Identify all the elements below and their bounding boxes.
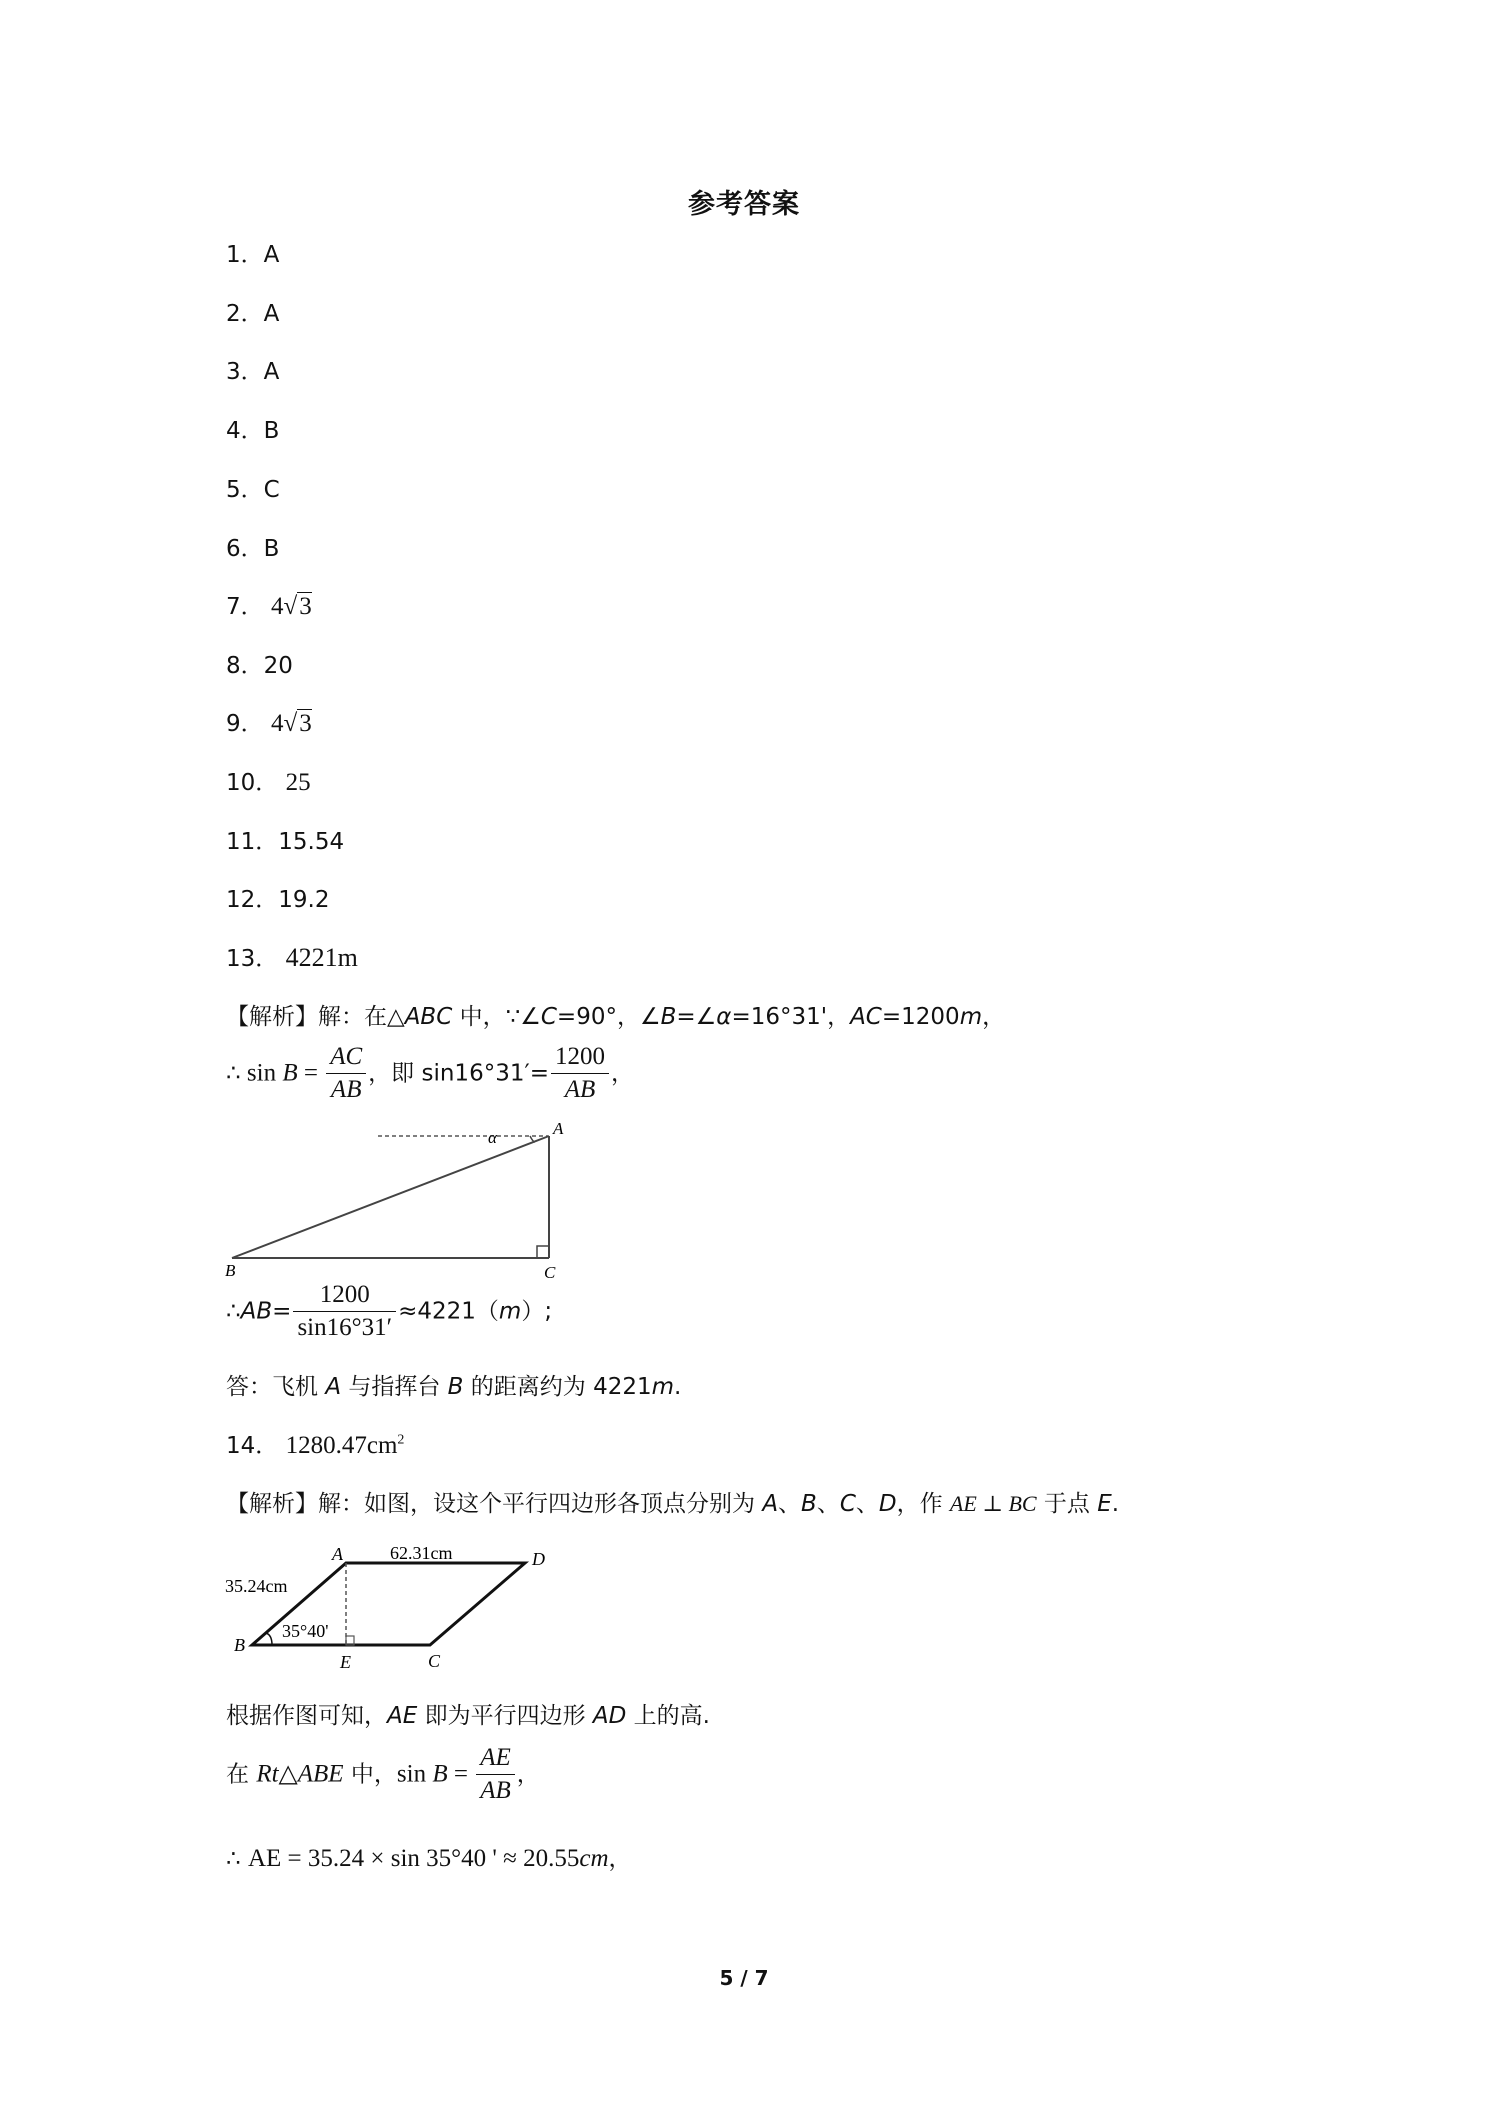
q13-conclusion: 答：飞机 A 与指挥台 B 的距离约为 4221m. bbox=[226, 1374, 682, 1400]
label-d: D bbox=[532, 1549, 545, 1569]
answer-7: 7． 4√3 bbox=[226, 593, 312, 620]
label-alpha: α bbox=[488, 1128, 497, 1147]
label-c: C bbox=[428, 1651, 441, 1670]
answer-2: 2．A bbox=[226, 301, 280, 327]
angle-b-arc bbox=[266, 1633, 272, 1645]
label-ab-length: 35.24cm bbox=[225, 1576, 288, 1596]
segment-ab bbox=[232, 1136, 549, 1258]
label-ad-length: 62.31cm bbox=[390, 1545, 453, 1563]
q14-analysis-line4: ∴ AE = 35.24 × sin 35°40 ' ≈ 20.55cm， bbox=[226, 1845, 632, 1872]
answer-9: 9． 4√3 bbox=[226, 710, 312, 737]
page-number: 5 / 7 bbox=[719, 1966, 769, 1990]
answer-3: 3．A bbox=[226, 359, 280, 385]
answer-13: 13． 4221m bbox=[226, 943, 358, 972]
answer-10: 10． 25 bbox=[226, 769, 311, 796]
answer-5: 5．C bbox=[226, 477, 280, 503]
q14-analysis-line1: 【解析】解：如图，设这个平行四边形各顶点分别为 A、B、C、D，作 AE ⊥ BC 于点 E. bbox=[226, 1491, 1120, 1517]
label-b: B bbox=[234, 1635, 245, 1655]
label-angle-b: 35°40' bbox=[282, 1621, 329, 1641]
triangle-figure bbox=[220, 1118, 580, 1278]
label-a: A bbox=[553, 1119, 564, 1138]
answer-6: 6．B bbox=[226, 536, 280, 562]
answer-12: 12．19.2 bbox=[226, 887, 330, 913]
q13-analysis-line1: 【解析】解：在△ABC 中，∵∠C=90°，∠B=∠α=16°31'，AC=1200m， bbox=[226, 1004, 1006, 1030]
q13-analysis-line3: ∴AB= $\frac{1200}{\sin 16^\circ 31'}$ ≈4221（m）; bbox=[226, 1281, 553, 1342]
right-angle-mark bbox=[537, 1246, 549, 1258]
angle-alpha-arc bbox=[530, 1136, 535, 1142]
label-c: C bbox=[544, 1263, 556, 1278]
q13-analysis-line2: ∴ sin B = $\frac{AC}{AB}$ ，即 sin16°31′= $\frac{1200}{AB}$ ， bbox=[226, 1043, 634, 1104]
label-e: E bbox=[340, 1652, 351, 1670]
answer-14: 14． $1280.47cm^2$ bbox=[226, 1432, 405, 1459]
label-a: A bbox=[332, 1545, 343, 1564]
answer-8: 8．20 bbox=[226, 653, 293, 679]
q14-analysis-line3: 在 Rt△ABE 中，sin B = $\frac{AE}{AB}$ ， bbox=[226, 1744, 540, 1805]
page-title: 参考答案 bbox=[688, 189, 800, 220]
q14-analysis-line2: 根据作图可知，AE 即为平行四边形 AD 上的高. bbox=[226, 1703, 710, 1729]
parallelogram-figure bbox=[220, 1545, 570, 1670]
answer-11: 11．15.54 bbox=[226, 829, 345, 855]
label-b: B bbox=[225, 1261, 236, 1278]
answer-4: 4．B bbox=[226, 418, 280, 444]
answer-1: 1．A bbox=[226, 242, 280, 268]
